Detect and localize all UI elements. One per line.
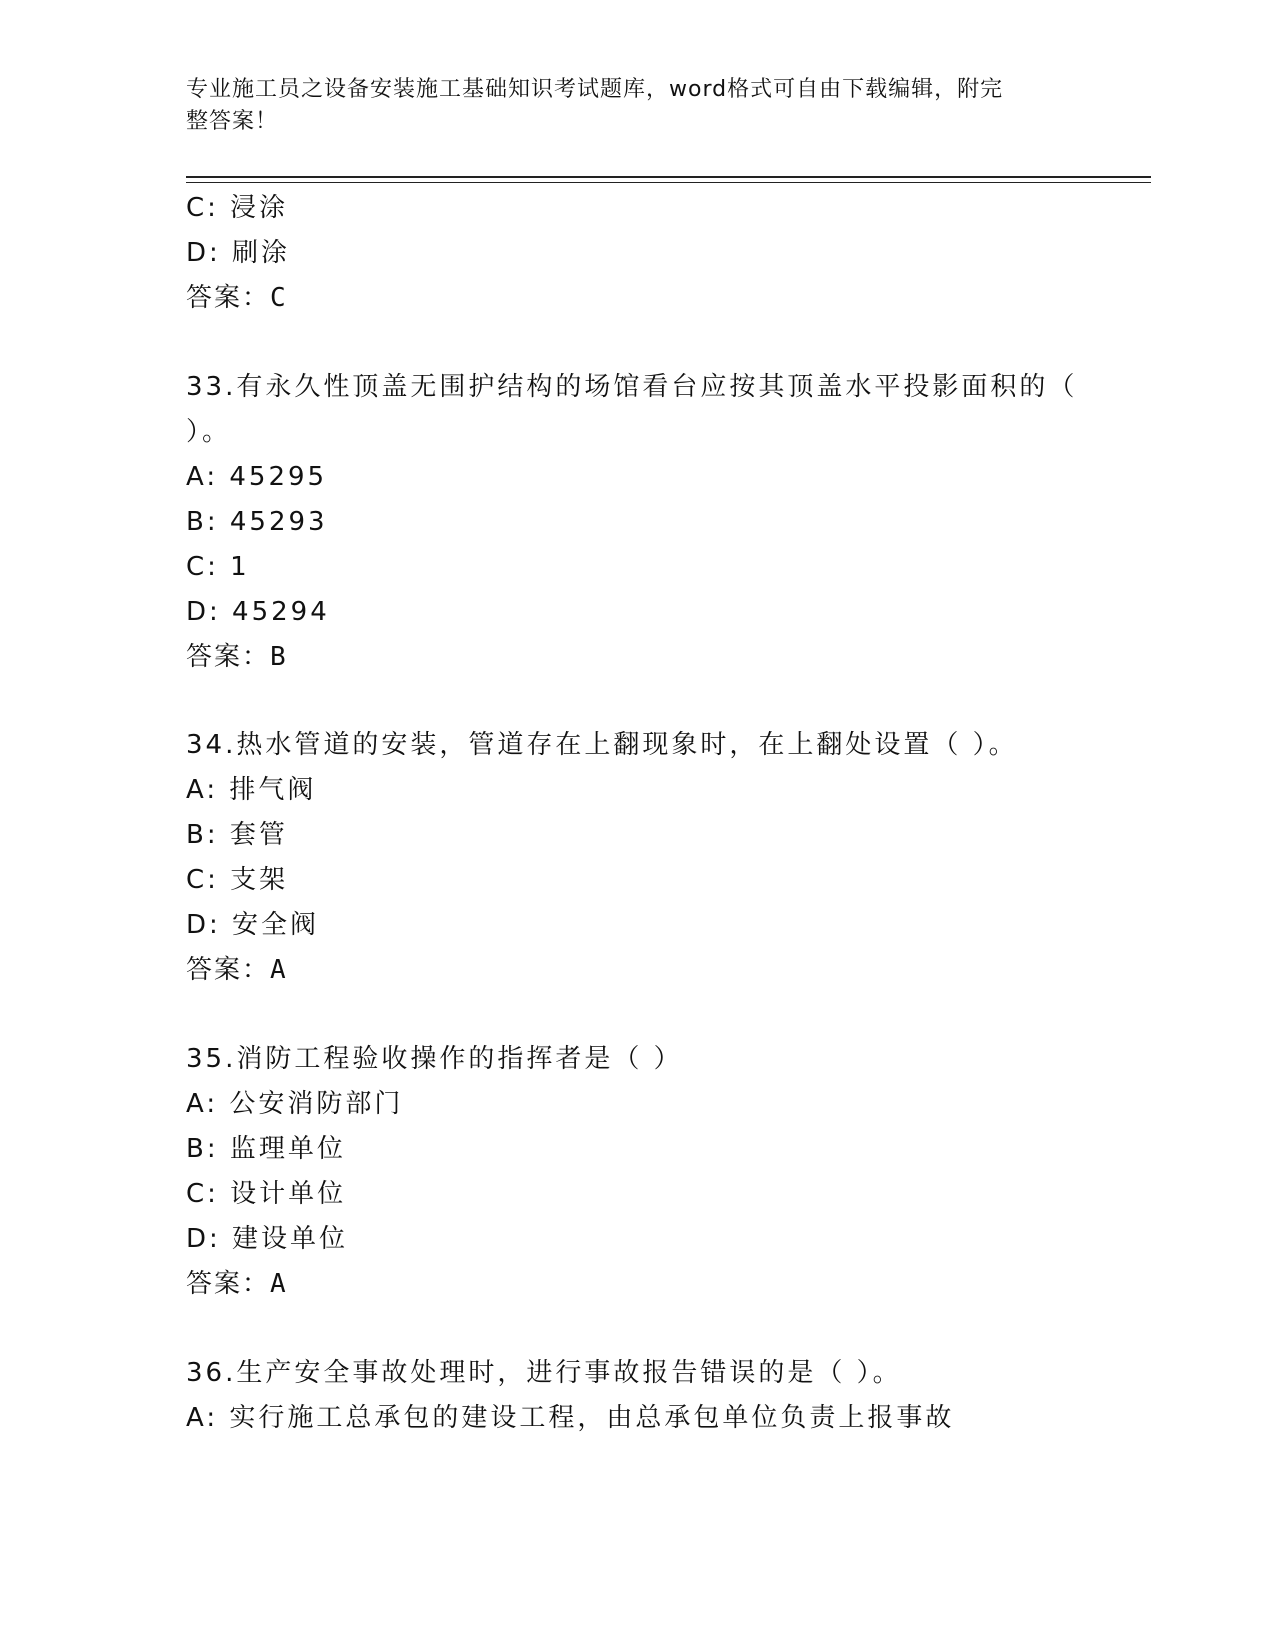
q35-option-d: D: 建设单位 xyxy=(186,1224,349,1254)
q34-stem: 34.热水管道的安装，管道存在上翻现象时，在上翻处设置（ ）。 xyxy=(186,730,1018,760)
prev-answer xyxy=(186,281,287,315)
q33-option-d: D: 45294 xyxy=(186,597,330,627)
header-divider-thick xyxy=(186,176,1151,178)
q33-option-b: B: 45293 xyxy=(186,507,328,537)
prev-option-d: D: 刷涂 xyxy=(186,238,291,268)
answer-value: A xyxy=(270,1269,287,1299)
q33-option-c: C: 1 xyxy=(186,552,250,582)
answer-value: B xyxy=(270,642,287,672)
q34-option-c: C: 支架 xyxy=(186,865,289,895)
q36-option-a: A: 实行施工总承包的建设工程，由总承包单位负责上报事故 xyxy=(186,1403,955,1433)
q33-stem-line-2: ）。 xyxy=(186,417,232,447)
document-header xyxy=(186,74,1066,138)
q33-option-a: A: 45295 xyxy=(186,462,328,492)
q34-option-d: D: 安全阀 xyxy=(186,910,320,940)
header-line-1: 专业施工员之设备安装施工基础知识考试题库，word格式可自由下载编辑，附完 xyxy=(186,77,1004,102)
q33-stem-line-1: 33.有永久性顶盖无围护结构的场馆看台应按其顶盖水平投影面积的（ xyxy=(186,372,1078,402)
q35-option-a: A: 公安消防部门 xyxy=(186,1089,404,1119)
answer-value: C xyxy=(270,283,287,313)
prev-option-c: C: 浸涂 xyxy=(186,193,289,223)
q33-answer xyxy=(186,640,287,674)
q35-stem: 35.消防工程验收操作的指挥者是（ ） xyxy=(186,1044,683,1074)
answer-label: 答案： xyxy=(186,642,271,672)
answer-label: 答案： xyxy=(186,1269,271,1299)
q35-option-c: C: 设计单位 xyxy=(186,1179,347,1209)
header-line-2: 整答案！ xyxy=(186,109,279,134)
q34-option-a: A: 排气阀 xyxy=(186,775,317,805)
q34-option-b: B: 套管 xyxy=(186,820,288,850)
q35-answer xyxy=(186,1267,287,1301)
header-divider-thin xyxy=(186,182,1151,183)
q35-option-b: B: 监理单位 xyxy=(186,1134,346,1164)
q36-stem: 36.生产安全事故处理时，进行事故报告错误的是（ ）。 xyxy=(186,1358,902,1388)
answer-value: A xyxy=(270,955,287,985)
q34-answer xyxy=(186,953,287,987)
answer-label: 答案： xyxy=(186,283,271,313)
answer-label: 答案： xyxy=(186,955,271,985)
